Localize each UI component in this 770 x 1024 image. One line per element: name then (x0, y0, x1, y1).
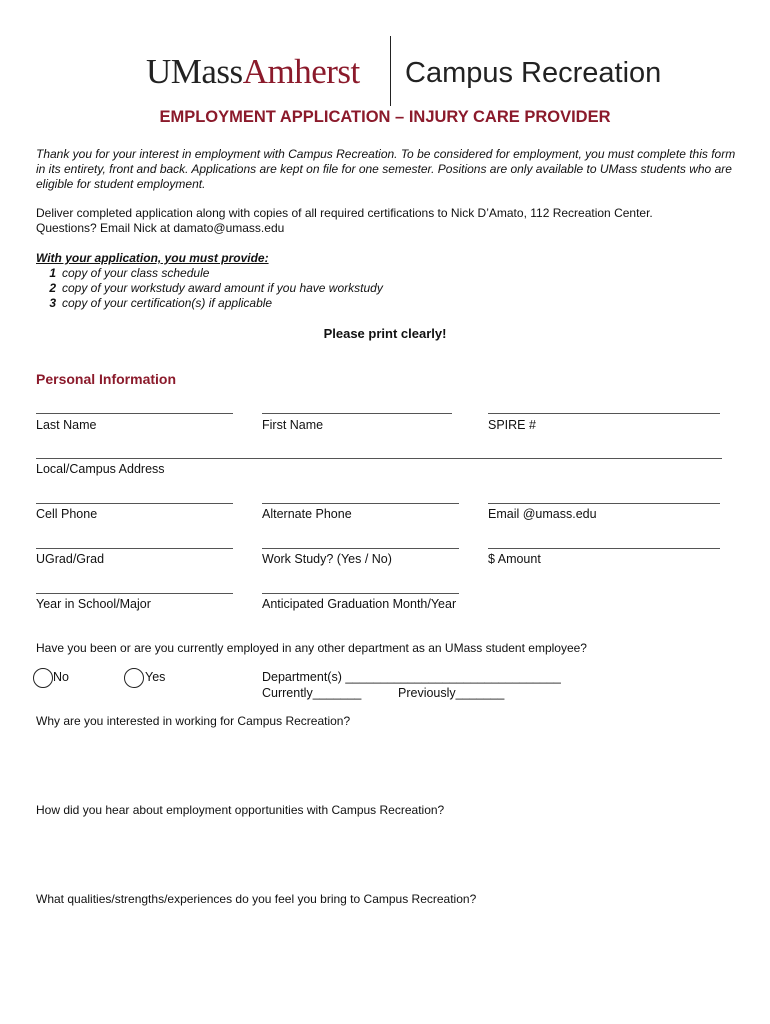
personal-info-heading: Personal Information (36, 371, 177, 387)
no-radio[interactable] (33, 668, 53, 688)
logo-divider (390, 36, 391, 106)
cell-phone-field[interactable] (36, 503, 233, 504)
how-heard-answer-area[interactable] (36, 824, 722, 884)
last-name-label: Last Name (36, 418, 97, 432)
requirements-heading: With your application, you must provide: (36, 251, 269, 265)
work-study-label: Work Study? (Yes / No) (262, 552, 392, 566)
alt-phone-label: Alternate Phone (262, 507, 352, 521)
ugrad-grad-field[interactable] (36, 548, 233, 549)
requirement-item (36, 296, 272, 311)
logo-amherst-text: Amherst (242, 52, 360, 91)
cell-phone-label: Cell Phone (36, 507, 98, 521)
questions-contact: Questions? Email Nick at damato@umass.edu (36, 221, 285, 235)
requirement-text: copy of your certification(s) if applicable (62, 296, 273, 310)
requirement-number: 3 (49, 296, 56, 310)
how-heard-question: How did you hear about employment opportunities with Campus Recreation? (36, 803, 445, 817)
spire-field[interactable] (488, 413, 720, 414)
yes-option-label: Yes (145, 670, 166, 684)
requirement-number: 2 (49, 281, 56, 295)
first-name-label: First Name (262, 418, 324, 432)
grad-date-field[interactable] (262, 593, 459, 594)
amount-label: $ Amount (488, 552, 541, 566)
qualities-question: What qualities/strengths/experiences do you feel you bring to Campus Recreation? (36, 892, 477, 906)
grad-date-label: Anticipated Graduation Month/Year (262, 597, 457, 611)
last-name-field[interactable] (36, 413, 233, 414)
why-interested-answer-area[interactable] (36, 735, 722, 795)
requirement-text: copy of your workstudy award amount if you have workstudy (62, 281, 383, 295)
previously-field[interactable]: Previously_______ (398, 686, 505, 700)
year-major-field[interactable] (36, 593, 233, 594)
deliver-instructions: Deliver completed application along with copies of all required certifications to Nick D’Amato, 112 Recreation Center. (36, 206, 653, 220)
logo-umass-text: UMass (146, 52, 243, 91)
spire-label: SPIRE # (488, 418, 536, 432)
departments-field[interactable]: Department(s) _______________________________ (262, 670, 561, 684)
ugrad-grad-label: UGrad/Grad (36, 552, 105, 566)
currently-field[interactable]: Currently_______ (262, 686, 362, 700)
address-field[interactable] (36, 458, 722, 459)
qualities-answer-area[interactable] (36, 913, 722, 1003)
email-label: Email @umass.edu (488, 507, 597, 521)
print-clearly-note: Please print clearly! (323, 326, 447, 341)
page-title: EMPLOYMENT APPLICATION – INJURY CARE PROVIDER (159, 108, 611, 126)
amount-field[interactable] (488, 548, 720, 549)
address-label: Local/Campus Address (36, 462, 165, 476)
yes-radio[interactable] (124, 668, 144, 688)
work-study-field[interactable] (262, 548, 459, 549)
requirement-number: 1 (49, 266, 56, 280)
other-employment-question: Have you been or are you currently employed in any other department as an UMass student employee? (36, 641, 587, 655)
no-option-label: No (53, 670, 69, 684)
umass-amherst-logo (146, 52, 360, 92)
alt-phone-field[interactable] (262, 503, 459, 504)
requirement-item (36, 281, 383, 296)
department-name: Campus Recreation (405, 57, 662, 89)
intro-paragraph: Thank you for your interest in employment with Campus Recreation. To be considered for employment, you must complete this form in its entirety, front and back. Applications are kept on file for one semester. Positions are only available to UMass students who are eligible for student employment. (36, 147, 736, 191)
why-interested-question: Why are you interested in working for Campus Recreation? (36, 714, 351, 728)
email-field[interactable] (488, 503, 720, 504)
requirement-text: copy of your class schedule (62, 266, 210, 280)
requirement-item (36, 266, 209, 281)
year-major-label: Year in School/Major (36, 597, 151, 611)
first-name-field[interactable] (262, 413, 452, 414)
